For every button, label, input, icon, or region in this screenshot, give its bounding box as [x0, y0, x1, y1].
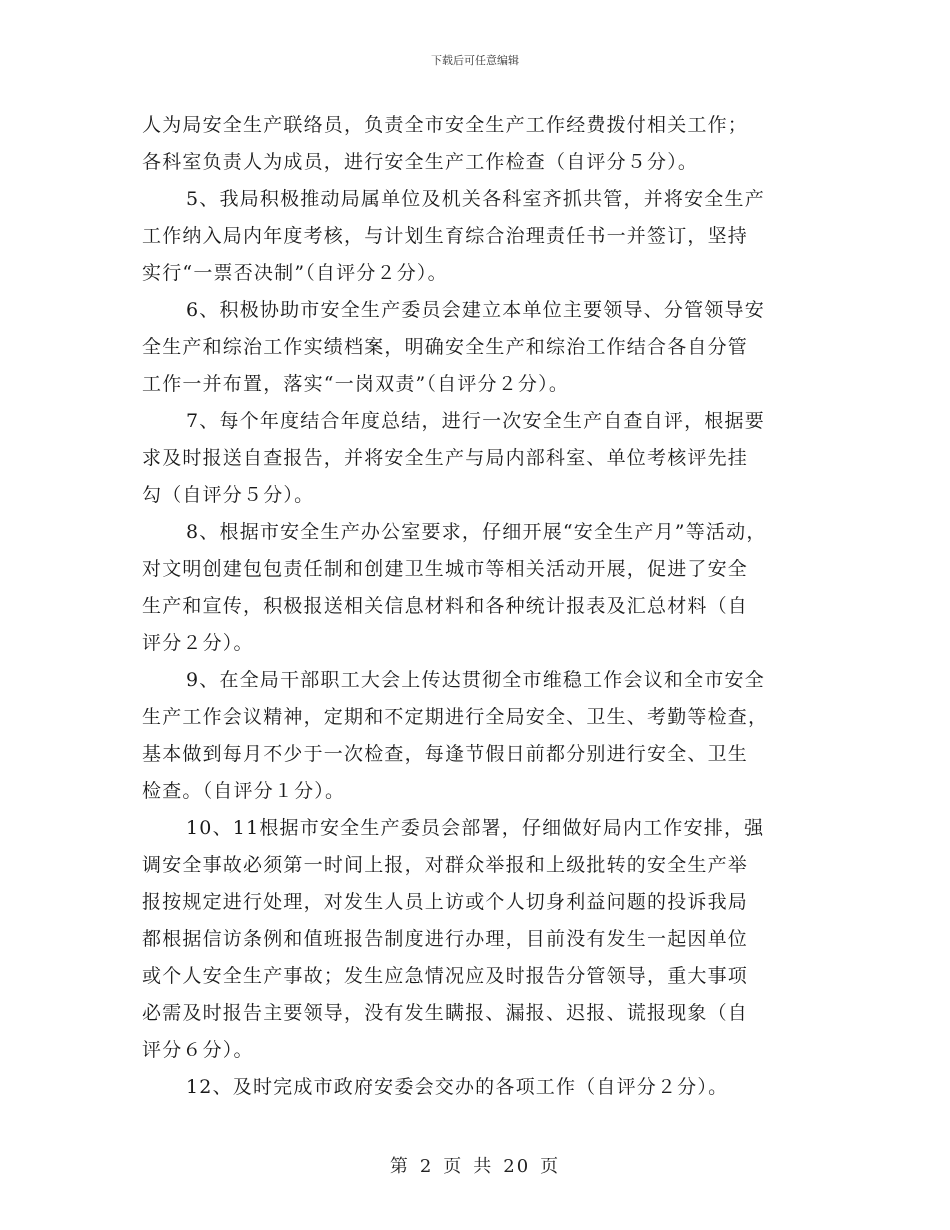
footer-gong: 共 — [473, 1156, 494, 1177]
footer-ye: 页 — [443, 1156, 464, 1177]
text-line: 必需及时报告主要领导，没有发生瞒报、漏报、迟报、谎报现象（自 — [142, 1002, 749, 1024]
text-line: 评分６分）。 — [142, 1039, 254, 1061]
text-line: 报按规定进行处理，对发生人员上访或个人切身利益问题的投诉我局 — [142, 891, 749, 913]
text-line: 或个人安全生产事故；发生应急情况应及时报告分管领导，重大事项 — [142, 965, 749, 987]
page-footer — [0, 1152, 950, 1178]
footer-total-pages: 20 — [503, 1156, 531, 1177]
text-line: 都根据信访条例和值班报告制度进行办理，目前没有发生一起因单位 — [142, 928, 749, 950]
text-line: 生产工作会议精神，定期和不定期进行全局安全、卫生、考勤等检查， — [142, 706, 769, 728]
text-line: 求及时报送自查报告，并将安全生产与局内部科室、单位考核评先挂 — [142, 447, 749, 469]
text-line: 7、每个年度结合年度总结，进行一次安全生产自查自评，根据要 — [186, 410, 765, 432]
text-line: 工作一并布置，落实“一岗双责”（自评分２分）。 — [142, 373, 570, 395]
text-line: 全生产和综治工作实绩档案，明确安全生产和综治工作结合各自分管 — [142, 336, 749, 358]
footer-page-number: 2 — [419, 1156, 434, 1177]
text-line: 评分２分）。 — [142, 632, 254, 654]
text-line: 勾（自评分５分）。 — [142, 484, 315, 506]
document-body — [142, 107, 822, 1106]
text-line: 基本做到每月不少于一次检查，每逢节假日前都分别进行安全、卫生 — [142, 743, 749, 765]
text-line: 检查。（自评分１分）。 — [142, 780, 346, 802]
text-line: 各科室负责人为成员，进行安全生产工作检查（自评分５分）。 — [142, 151, 699, 173]
text-line: 对文明创建包包责任制和创建卫生城市等相关活动开展，促进了安全 — [142, 558, 749, 580]
text-line: 生产和宣传，积极报送相关信息材料和各种统计报表及汇总材料（自 — [142, 595, 749, 617]
text-line: 实行“一票否决制”（自评分２分）。 — [142, 262, 448, 284]
text-line: 12、及时完成市政府安委会交办的各项工作（自评分２分）。 — [186, 1076, 729, 1098]
text-line: 10、11根据市安全生产委员会部署，仔细做好局内工作安排，强 — [186, 817, 765, 839]
text-line: 6、积极协助市安全生产委员会建立本单位主要领导、分管领导安 — [186, 299, 765, 321]
page-header: 下载后可任意编辑 — [431, 54, 519, 67]
text-line: 9、在全局干部职工大会上传达贯彻全市维稳工作会议和全市安全 — [186, 669, 765, 691]
text-line: 人为局安全生产联络员，负责全市安全生产工作经费拨付相关工作； — [142, 114, 749, 136]
footer-ye2: 页 — [540, 1156, 561, 1177]
text-line: 调安全事故必须第一时间上报，对群众举报和上级批转的安全生产举 — [142, 854, 749, 876]
footer-di: 第 — [389, 1156, 410, 1177]
text-line: 5、我局积极推动局属单位及机关各科室齐抓共管，并将安全生产 — [186, 188, 765, 210]
text-line: 工作纳入局内年度考核，与计划生育综合治理责任书一并签订，坚持 — [142, 225, 749, 247]
text-line: 8、根据市安全生产办公室要求，仔细开展“安全生产月”等活动， — [186, 521, 767, 543]
